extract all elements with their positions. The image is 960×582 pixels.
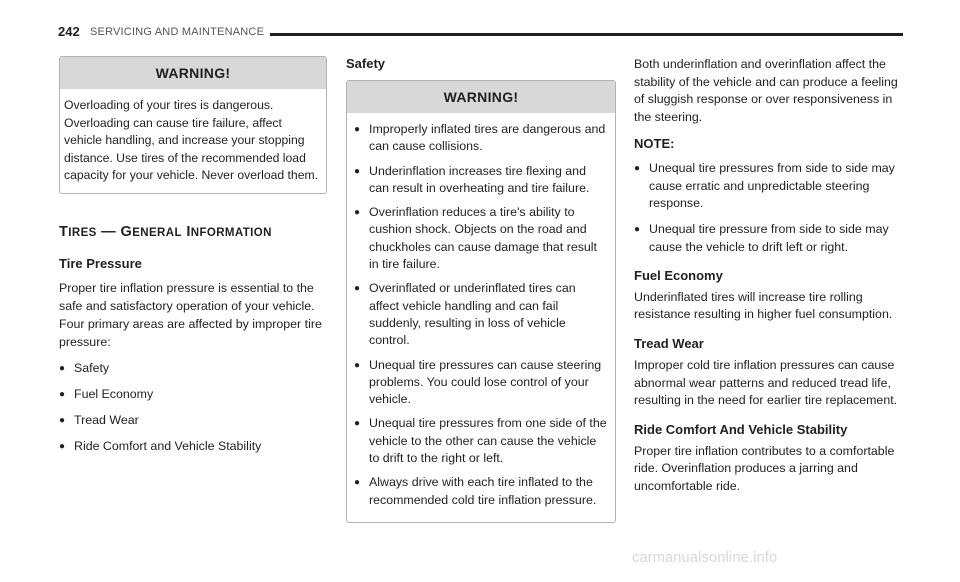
list-item	[354, 474, 607, 509]
list-item	[634, 160, 906, 212]
bullet-icon: ●	[354, 477, 361, 489]
list-item-text: Unequal tire pressures from one side of the vehicle to the other can cause the vehicle to drift to the right or left.	[369, 416, 607, 466]
column-middle	[346, 56, 616, 523]
list-item-text: Tread Wear	[74, 412, 139, 427]
list-item	[59, 386, 327, 403]
bullet-icon: ●	[59, 362, 66, 374]
warning-box-safety	[346, 80, 616, 523]
heading-smallcaps: NFORMATION	[190, 226, 272, 239]
subheading-fuel-economy: Fuel Economy	[634, 267, 723, 283]
paragraph-tread-wear: Improper cold tire inflation pressures can cause abnormal wear patterns and reduced tread life, resulting in the need for earlier tire replacement.	[634, 358, 898, 408]
warning-title: WARNING!	[347, 81, 615, 113]
list-item	[59, 360, 327, 377]
list-item	[59, 438, 327, 455]
list-item-text: Ride Comfort and Vehicle Stability	[74, 438, 262, 453]
list-item	[354, 204, 607, 273]
list-item-text: Fuel Economy	[74, 386, 154, 401]
list-item-text: Unequal tire pressures from side to side may cause erratic and unpredictable steering response.	[649, 161, 895, 210]
list-item	[634, 221, 906, 256]
heading-dash: —	[101, 223, 117, 240]
paragraph-fuel-economy: Underinflated tires will increase tire rolling resistance resulting in higher fuel consumption.	[634, 289, 893, 322]
note-bullet-list	[634, 160, 906, 255]
warning-text: Overloading of your tires is dangerous. Overloading can cause tire failure, affect vehicle handling, and increase your stopping distance. Use tires of the recommended load capacity for your vehicle. Never overload them.	[64, 98, 319, 182]
heading-smallcaps: IRES	[68, 226, 97, 239]
header-rule	[270, 33, 903, 36]
bullet-icon: ●	[354, 165, 361, 177]
bullet-icon: ●	[634, 163, 641, 175]
list-item	[354, 163, 607, 198]
list-item-text: Underinflation increases tire flexing and can result in overheating and tire failure.	[369, 163, 590, 195]
warning-box-overloading	[59, 56, 327, 194]
column-right	[634, 56, 906, 496]
subheading-tread-wear: Tread Wear	[634, 336, 704, 352]
list-item-text: Always drive with each tire inflated to the recommended cold tire inflation pressure.	[369, 475, 597, 507]
list-item	[354, 280, 607, 349]
list-item-text: Overinflation reduces a tire's ability to cushion shock. Objects on the road and chuckholes can cause damage that result in tire failure.	[369, 205, 597, 272]
heading-initial: G	[120, 223, 133, 240]
list-item	[354, 415, 607, 467]
paragraph: Proper tire inflation pressure is essential to the safe and satisfactory operation of your vehicle. Four primary areas are affected by improper tire pressure:	[59, 280, 322, 349]
bullet-icon: ●	[59, 414, 66, 426]
list-item	[59, 412, 327, 429]
list-item-text: Unequal tire pressure from side to side may cause the vehicle to drift left or right.	[649, 222, 889, 254]
list-item-text: Overinflated or underinflated tires can affect vehicle handling and can fail suddenly, resulting in loss of vehicle control.	[369, 281, 576, 348]
warning-bullet-list	[354, 121, 607, 509]
subheading-safety: Safety	[346, 56, 386, 71]
list-item	[354, 121, 607, 156]
bullet-icon: ●	[354, 124, 361, 135]
bullet-icon: ●	[59, 440, 66, 452]
page-number: 242	[58, 24, 80, 39]
bullet-icon: ●	[634, 224, 641, 236]
column-left	[59, 56, 327, 455]
list-item-text: Improperly inflated tires are dangerous and can cause collisions.	[369, 122, 606, 154]
paragraph-intro: Both underinflation and overinflation affect the stability of the vehicle and can produce a feeling of sluggish response or over responsiveness in the steering.	[634, 57, 898, 124]
section-title: SERVICING AND MAINTENANCE	[90, 26, 265, 38]
bullet-icon: ●	[354, 283, 361, 295]
bullet-list	[59, 360, 327, 455]
bullet-icon: ●	[354, 418, 361, 430]
list-item-text: Unequal tire pressures can cause steering problems. You could lose control of your vehicle.	[369, 357, 602, 407]
heading-smallcaps: ENERAL	[132, 226, 182, 239]
subheading-tire-pressure: Tire Pressure	[59, 255, 142, 271]
bullet-icon: ●	[354, 207, 361, 219]
subheading-ride-comfort: Ride Comfort And Vehicle Stability	[634, 421, 848, 437]
warning-body	[347, 113, 615, 522]
paragraph-ride-comfort: Proper tire inflation contributes to a comfortable ride. Overinflation produces a jarring and uncomfortable ride.	[634, 443, 895, 494]
section-heading	[59, 224, 327, 240]
heading-initial: T	[59, 223, 69, 240]
note-label: NOTE:	[634, 136, 675, 152]
list-item-text: Safety	[74, 360, 110, 375]
list-item	[354, 357, 607, 409]
bullet-icon: ●	[59, 388, 66, 400]
bullet-icon: ●	[354, 359, 361, 371]
warning-title: WARNING!	[60, 57, 326, 89]
watermark: carmanualsonline.info	[632, 550, 778, 566]
page-header	[58, 24, 903, 44]
heading-initial: I	[186, 223, 191, 240]
